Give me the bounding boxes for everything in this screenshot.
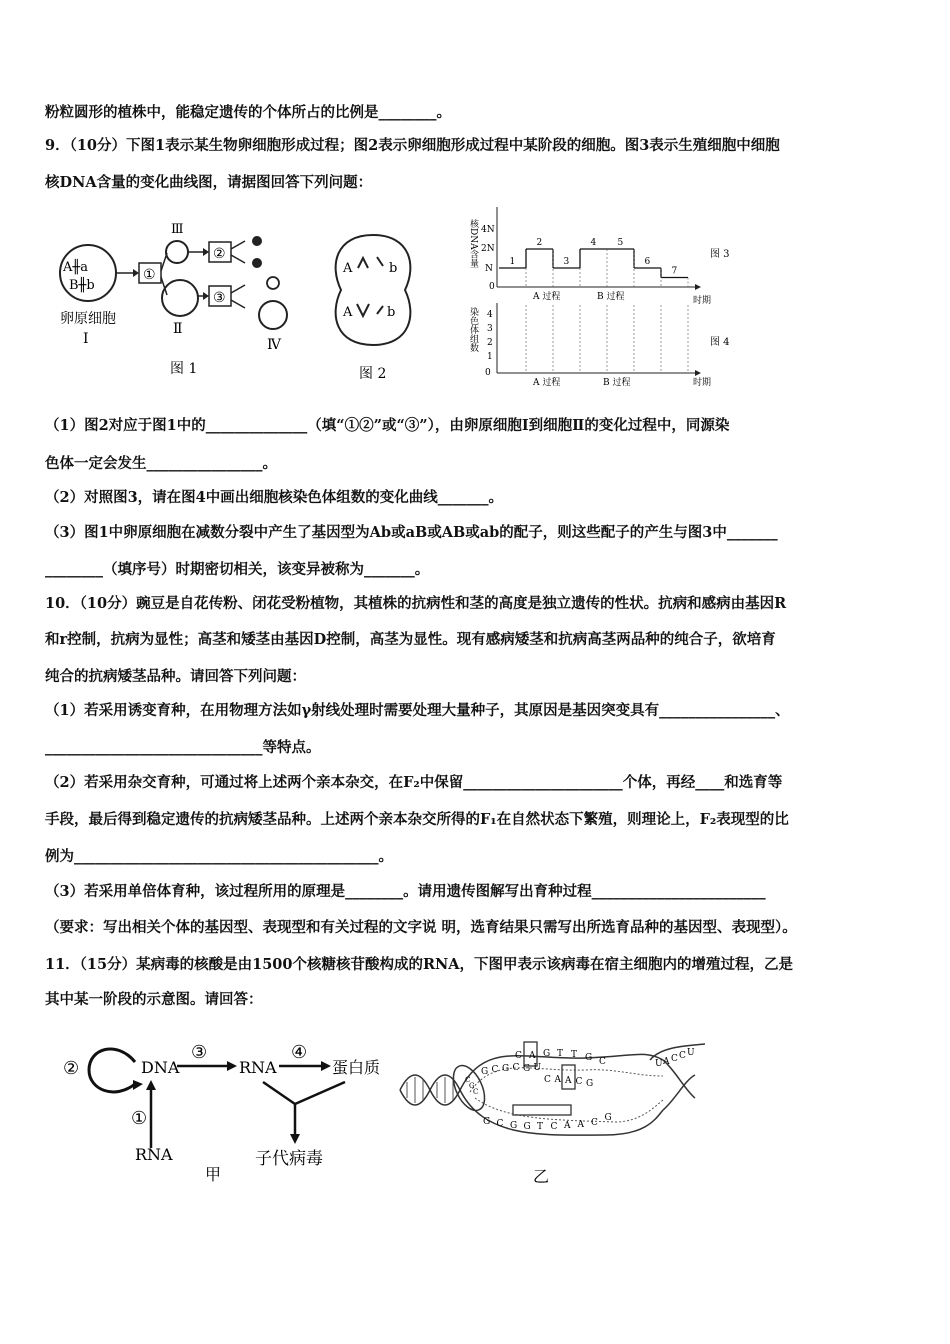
yi-base-bottom: G (604, 1113, 612, 1123)
fig3-ytick: 2N (481, 244, 495, 254)
text-line: 纯合的抗病矮茎品种。请回答下列问题： (45, 668, 306, 685)
yi-base-mid: C (544, 1075, 551, 1085)
yi-caption: 乙 (533, 1167, 550, 1186)
yi-base-bottom: A (577, 1120, 584, 1130)
yi-base-right: A (663, 1057, 670, 1067)
jia-protein: 蛋白质 (332, 1058, 381, 1077)
text-line: （要求：写出相关个体的基因型、表现型和有关过程的文字说 明，选育结果只需写出所选育品种的基因型、表现型）。 (45, 919, 797, 936)
text-line: ________（填序号）时期密切相关，该变异被称为_______。 (45, 561, 430, 578)
yi-base-right: C (671, 1054, 678, 1064)
yi-base-bottom: G (483, 1117, 491, 1127)
fig2-top-left: A (343, 261, 353, 276)
yi-base-bottom: G (523, 1122, 531, 1132)
yi-base-mid: U (533, 1063, 542, 1073)
fig3-stage-label: 5 (617, 238, 624, 248)
roman-i: Ⅰ (83, 331, 89, 347)
figure-2-caption: 图 2 (359, 366, 387, 382)
fig3-xlabel: 时期 (693, 296, 712, 306)
yi-base-bottom: G (510, 1121, 518, 1131)
yi-base-left: C (465, 1076, 471, 1084)
fig3-stage-label: 2 (536, 238, 543, 248)
jia-rna-mid: RNA (239, 1058, 277, 1077)
question-10-header: 10．（10分）豌豆是自花传粉、闭花受粉植物，其植株的抗病性和茎的高度是独立遗传的性状。抗病和感病由基因R (45, 595, 787, 612)
yi-base-top: C (599, 1057, 606, 1067)
yi-base-right: U (655, 1059, 663, 1069)
genes-top: A╫a (63, 260, 88, 275)
fig3-process-a: A 过程 (533, 292, 561, 302)
jia-circle-1: ① (131, 1108, 148, 1129)
yi-base-right: U (687, 1048, 695, 1058)
fig3-stage-label: 6 (644, 257, 651, 267)
jia-dna: DNA (141, 1058, 180, 1077)
question-10-part-1: （1）若采用诱变育种，在用物理方法如γ射线处理时需要处理大量种子，其原因是基因突变具有________________、 (45, 702, 790, 719)
yi-base-top: A (529, 1051, 536, 1061)
question-11-header: 11．（15分）某病毒的核酸是由1500个核糖核苷酸构成的RNA，下图甲表示该病毒在宿主细胞内的增殖过程，乙是 (45, 956, 794, 973)
fig4-guide-lines (526, 305, 688, 373)
yi-base-mid: G (586, 1079, 594, 1089)
yi-base-bottom: T (537, 1122, 544, 1132)
figure-3-caption: 图 3 (710, 249, 730, 260)
yi-base-right: C (679, 1051, 686, 1061)
yi-base-mid: C (491, 1065, 499, 1075)
fig3-ytick: N (485, 264, 493, 274)
yi-base-top: T (571, 1050, 578, 1060)
yi-base-bottom: C (591, 1118, 598, 1128)
yi-base-left: C (473, 1088, 479, 1096)
yi-base-mid: C (575, 1077, 583, 1087)
text-line: 手段，最后得到稳定遗传的抗病矮茎品种。上述两个亲本杂交所得的F₁在自然状态下繁殖，则理论上，F₂表现型的比 (45, 811, 789, 828)
fig3-stage-label: 4 (590, 238, 597, 248)
question-9-header: 9．（10分）下图1表示某生物卵细胞形成过程；图2表示卵细胞形成过程中某阶段的细胞。图3表示生殖细胞中细胞 (45, 137, 780, 154)
step-1: ① (143, 267, 156, 283)
fig3-guide-lines (526, 249, 688, 287)
step-2: ② (213, 246, 226, 262)
figure-yi-transcription (395, 1020, 715, 1190)
fig4-process-a: A 过程 (533, 378, 561, 388)
figure-1-caption: 图 1 (170, 361, 198, 377)
question-10-part-2: （2）若采用杂交育种，可通过将上述两个亲本杂交，在F₂中保留______________________个体，再经____和选育等 (45, 774, 783, 791)
text-line: 粉粒圆形的植株中，能稳定遗传的个体所占的比例是________。 (45, 104, 451, 121)
yi-base-bottom: C (550, 1122, 558, 1132)
jia-rna-bottom: RNA (135, 1145, 173, 1164)
jia-progeny: 子代病毒 (255, 1149, 323, 1169)
yi-base-bottom: A (564, 1121, 571, 1131)
yi-base-top: G (543, 1049, 551, 1059)
jia-caption: 甲 (205, 1165, 222, 1184)
fig4-ytick: 0 (485, 368, 491, 378)
fig3-stage-label: 7 (671, 266, 678, 277)
yi-base-top: T (557, 1049, 564, 1059)
yi-base-top: G (585, 1053, 593, 1063)
text-line: 其中某一阶段的示意图。请回答： (45, 991, 263, 1008)
step-3: ③ (213, 290, 226, 306)
fig3-data-series (499, 238, 688, 278)
question-9-part-1: （1）图2对应于图1中的______________（填“①②”或“③”），由卵原细胞Ⅰ到细胞Ⅱ的变化过程中，同源染 (45, 417, 730, 434)
yi-base-left: G (469, 1082, 475, 1090)
yi-base-mid: A (554, 1075, 561, 1085)
figure-4-caption: 图 4 (710, 337, 730, 348)
figure-1-oogenesis-diagram (55, 205, 320, 385)
jia-circle-2: ② (63, 1058, 80, 1079)
fig4-xlabel: 时期 (693, 378, 712, 388)
fig3-process-b: B 过程 (597, 292, 625, 302)
roman-iii: Ⅲ (171, 222, 184, 237)
jia-circle-4: ④ (291, 1042, 308, 1063)
yi-base-bottom: C (496, 1119, 504, 1129)
fig4-ytick: 2 (487, 338, 493, 348)
jia-circle-3: ③ (191, 1042, 208, 1063)
yi-base-mid: G (523, 1064, 531, 1074)
text-line: ______________________________等特点。 (45, 739, 321, 756)
fig4-ylabel: 染色体组数 (468, 307, 478, 352)
question-9-part-2: （2）对照图3，请在图4中画出细胞核染色体组数的变化曲线_______。 (45, 489, 504, 506)
fig4-ytick: 3 (487, 324, 493, 334)
figure-jia-virus-replication (55, 1028, 395, 1188)
roman-ii: Ⅱ (173, 321, 183, 337)
roman-iv: Ⅳ (267, 337, 281, 353)
figure-3-4-charts (455, 195, 745, 390)
yi-base-mid: G (502, 1064, 510, 1074)
yi-base-mid: G (481, 1067, 489, 1077)
fig4-ytick: 4 (487, 310, 493, 320)
fig2-bottom-right: b (387, 305, 396, 320)
yi-base-mid: A (565, 1076, 572, 1086)
fig2-bottom-left: A (343, 305, 353, 320)
fig2-top-right: b (389, 261, 398, 276)
text-line: 和r控制，抗病为显性；高茎和矮茎由基因D控制，高茎为显性。现有感病矮茎和抗病高茎两品种的纯合子，欲培育 (45, 631, 776, 648)
genes-bottom: B╫b (69, 278, 95, 293)
fig4-ytick: 1 (487, 352, 493, 362)
text-line: 核DNA含量的变化曲线图，请据图回答下列问题： (45, 174, 373, 191)
fig3-ytick: 0 (489, 282, 495, 292)
yi-base-top: C (515, 1051, 522, 1061)
figure-2-cell-division (325, 230, 425, 385)
fig3-stage-label: 1 (509, 257, 516, 267)
cell-i-label: 卵原细胞 (60, 311, 116, 327)
fig3-ytick: 4N (481, 225, 495, 235)
fig3-stage-label: 3 (563, 257, 570, 267)
yi-base-mid: C (512, 1063, 520, 1073)
fig3-ylabel: 核DNA含量 (468, 219, 478, 268)
text-line: 色体一定会发生________________。 (45, 455, 277, 472)
question-10-part-3: （3）若采用单倍体育种，该过程所用的原理是________。请用遗传图解写出育种过程________________________ (45, 883, 766, 900)
question-9-part-3: （3）图1中卵原细胞在减数分裂中产生了基因型为Ab或aB或AB或ab的配子，则这些配子的产生与图3中_______ (45, 524, 778, 541)
fig4-process-b: B 过程 (603, 378, 631, 388)
text-line: 例为__________________________________________。 (45, 848, 393, 865)
